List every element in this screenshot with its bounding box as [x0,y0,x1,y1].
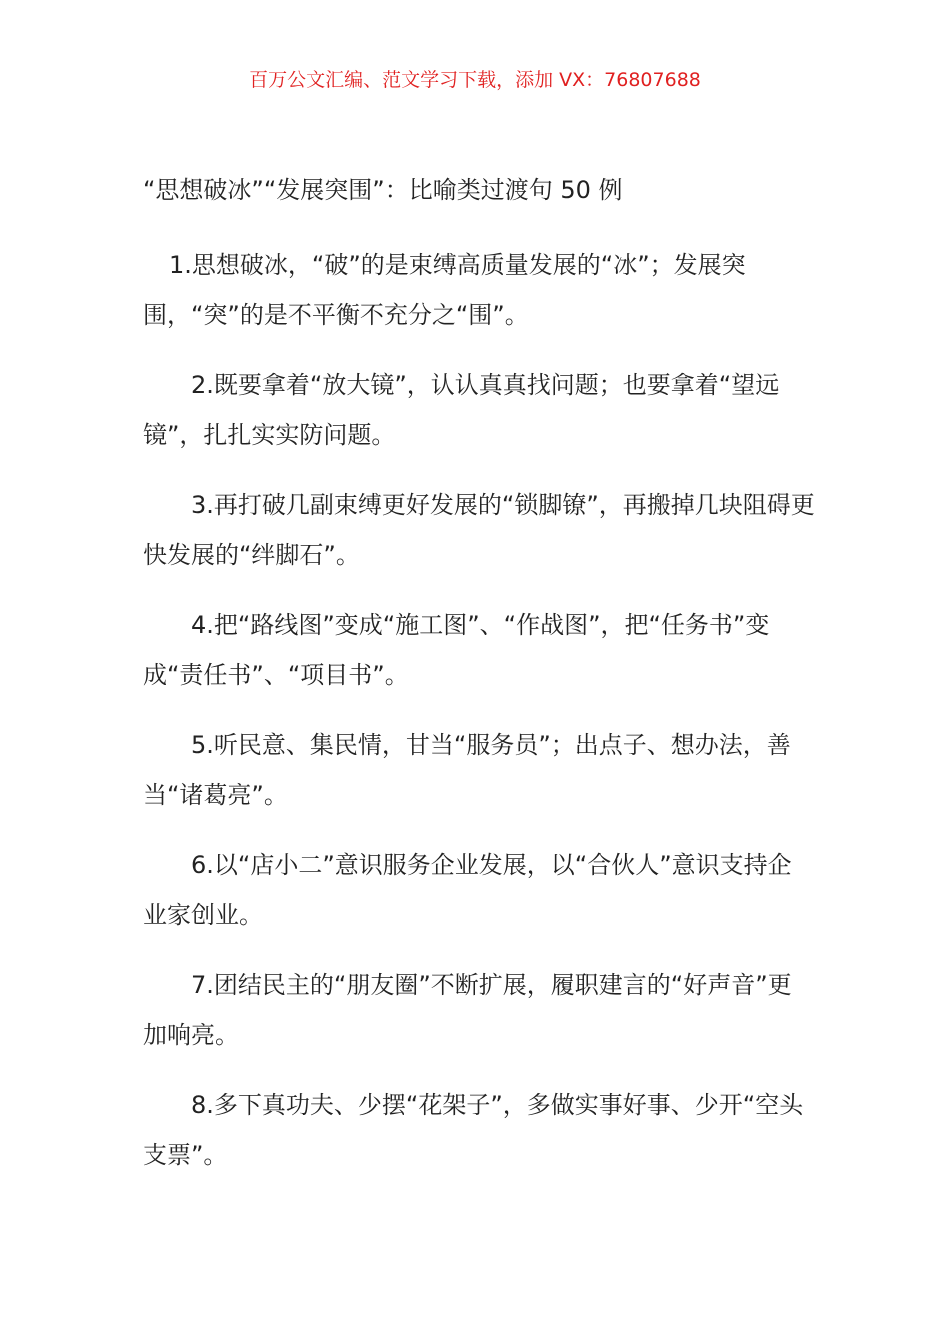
paragraph-5: 5.听民意、集民情，甘当“服务员”；出点子、想办法，善当“诸葛亮”。 [143,731,791,809]
paragraph-6: 6.以“店小二”意识服务企业发展，以“合伙人”意识支持企业家创业。 [143,851,792,929]
paragraph-3: 3.再打破几副束缚更好发展的“锁脚镣”，再搬掉几块阻碍更快发展的“绊脚石”。 [143,491,815,569]
paragraph-7: 7.团结民主的“朋友圈”不断扩展，履职建言的“好声音”更加响亮。 [143,971,792,1049]
watermark-header: 百万公文汇编、范文学习下载，添加 VX：76807688 [249,69,701,91]
paragraph-1: 1.思想破冰，“破”的是束缚高质量发展的“冰”；发展突围，“突”的是不平衡不充分之“围”。 [143,251,746,329]
paragraph-4: 4.把“路线图”变成“施工图”、“作战图”，把“任务书”变成“责任书”、“项目书”。 [143,611,770,689]
paragraph-8: 8.多下真功夫、少摆“花架子”，多做实事好事、少开“空头支票”。 [143,1091,804,1169]
document-title: “思想破冰”“发展突围”：比喻类过渡句 50 例 [143,176,623,204]
paragraph-2: 2.既要拿着“放大镜”，认认真真找问题；也要拿着“望远镜”，扎扎实实防问题。 [143,371,780,449]
document-body [143,170,815,1200]
